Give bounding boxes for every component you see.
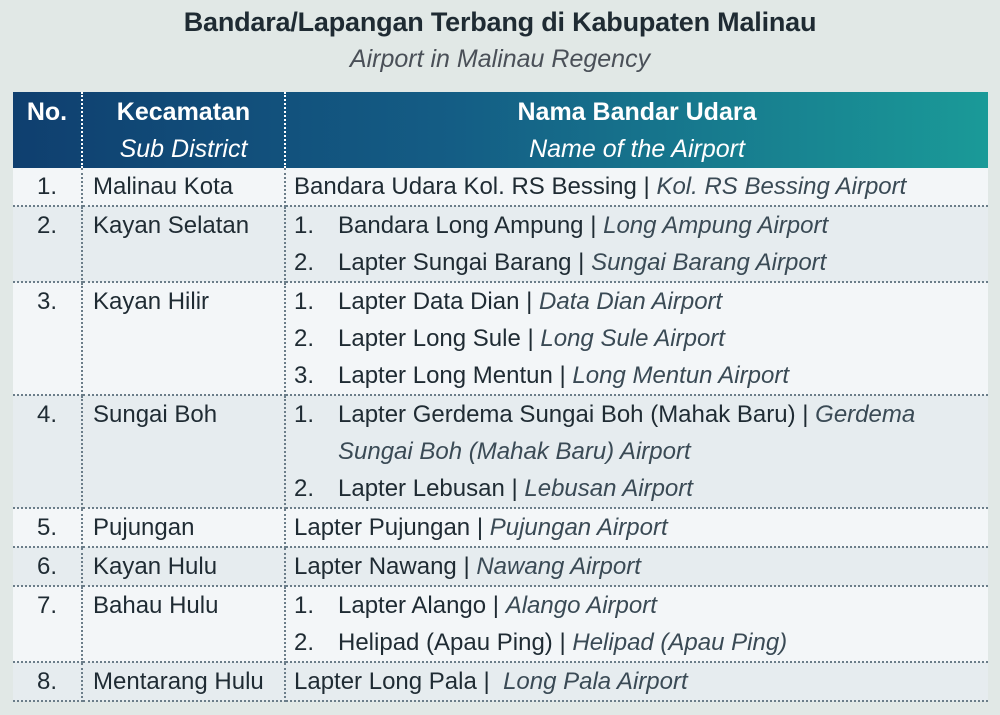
header-no <box>13 92 82 168</box>
airport-name-en: Lebusan Airport <box>524 475 693 502</box>
table-row <box>13 282 988 395</box>
airport-cell <box>285 508 988 547</box>
airport-name-en: Long Ampung Airport <box>603 212 829 239</box>
airport-name-id: Bandara Long Ampung | <box>338 212 604 239</box>
row-number: 3. <box>13 282 82 395</box>
page-subtitle: Airport in Malinau Regency <box>349 45 651 73</box>
table-row <box>13 395 988 508</box>
airport-entry <box>294 283 988 320</box>
airport-name-id: Lapter Pujungan | <box>294 514 490 541</box>
row-number: 4. <box>13 395 82 508</box>
table-row <box>13 508 988 547</box>
district-cell: Kayan Hulu <box>82 547 285 586</box>
airport-name-en: Long Pala Airport <box>503 668 688 695</box>
airport-entry <box>294 168 988 205</box>
airport-cell <box>285 282 988 395</box>
airport-entry-number: 3. <box>294 362 315 389</box>
row-number: 7. <box>13 586 82 662</box>
airport-name-id: Lapter Data Dian | <box>338 288 540 315</box>
airport-name-id: Lapter Sungai Barang | <box>338 249 592 276</box>
district-cell: Sungai Boh <box>82 395 285 508</box>
airport-entry <box>294 244 988 281</box>
district-cell: Kayan Selatan <box>82 206 285 282</box>
airport-cell <box>285 586 988 662</box>
airport-entry <box>294 470 988 507</box>
airport-name-en: Alango Airport <box>505 592 657 619</box>
airport-name-en: Sungai Barang Airport <box>591 249 827 276</box>
row-number: 5. <box>13 508 82 547</box>
airport-entry <box>294 587 988 624</box>
airport-table <box>13 92 988 702</box>
header-district <box>82 92 285 168</box>
airport-name-en: Long Mentun Airport <box>572 362 789 389</box>
airport-name-id: Helipad (Apau Ping) | <box>338 629 573 656</box>
airport-entry <box>294 548 988 585</box>
airport-entry-number: 2. <box>294 325 315 352</box>
district-cell: Malinau Kota <box>82 168 285 206</box>
airport-entry <box>294 396 988 433</box>
airport-entry-number: 2. <box>294 249 315 276</box>
table-body <box>13 168 988 701</box>
district-cell: Pujungan <box>82 508 285 547</box>
table-row <box>13 206 988 282</box>
table-row <box>13 586 988 662</box>
header-airport-label: Nama Bandar Udara <box>517 98 757 126</box>
airport-name-en: Nawang Airport <box>476 553 641 580</box>
table-header-row <box>13 92 988 168</box>
airport-cell <box>285 547 988 586</box>
airport-name-en: Pujungan Airport <box>489 514 668 541</box>
airport-name-id: Lapter Nawang | <box>294 553 477 580</box>
airport-name-en-continued: Sungai Boh (Mahak Baru) Airport <box>338 438 691 465</box>
table-row <box>13 168 988 206</box>
airport-name-en: Helipad (Apau Ping) <box>572 629 788 656</box>
table-row <box>13 662 988 701</box>
table-header <box>13 92 988 168</box>
district-cell: Mentarang Hulu <box>82 662 285 701</box>
row-number: 8. <box>13 662 82 701</box>
airport-entry <box>294 357 988 394</box>
airport-entry <box>294 207 988 244</box>
airport-name-en: Data Dian Airport <box>539 288 723 315</box>
page-title: Bandara/Lapangan Terbang di Kabupaten Malinau <box>183 7 817 37</box>
row-number: 1. <box>13 168 82 206</box>
airport-name-id: Lapter Long Pala | <box>294 668 504 695</box>
airport-name-en: Long Sule Airport <box>540 325 725 352</box>
airport-cell <box>285 206 988 282</box>
table-row <box>13 547 988 586</box>
row-number: 6. <box>13 547 82 586</box>
header-district-label-en: Sub District <box>119 135 248 163</box>
airport-name-id: Bandara Udara Kol. RS Bessing | <box>294 173 657 200</box>
airport-cell <box>285 395 988 508</box>
airport-name-id: Lapter Long Mentun | <box>338 362 573 389</box>
airport-entry-number: 2. <box>294 475 315 502</box>
airport-entry <box>294 624 988 661</box>
header-no-label: No. <box>26 98 68 126</box>
district-cell: Kayan Hilir <box>82 282 285 395</box>
airport-entry-number: 1. <box>294 212 315 239</box>
airport-name-id: Lapter Lebusan | <box>338 475 525 502</box>
header-airport <box>285 92 988 168</box>
airport-name-en: Kol. RS Bessing Airport <box>656 173 907 200</box>
airport-name-id: Lapter Gerdema Sungai Boh (Mahak Baru) | <box>338 401 816 428</box>
airport-entry <box>294 509 988 546</box>
airport-entry <box>294 663 988 700</box>
airport-name-id: Lapter Alango | <box>338 592 506 619</box>
district-cell: Bahau Hulu <box>82 586 285 662</box>
row-number: 2. <box>13 206 82 282</box>
airport-entry-number: 2. <box>294 629 315 656</box>
airport-entry-number: 1. <box>294 592 315 619</box>
header-district-label: Kecamatan <box>116 98 251 126</box>
airport-cell <box>285 662 988 701</box>
airport-entry-number: 1. <box>294 288 315 315</box>
airport-name-en: Gerdema <box>815 401 916 428</box>
airport-entry-number: 1. <box>294 401 315 428</box>
airport-entry <box>294 320 988 357</box>
airport-cell <box>285 168 988 206</box>
header-airport-label-en: Name of the Airport <box>529 135 745 163</box>
airport-name-id: Lapter Long Sule | <box>338 325 541 352</box>
